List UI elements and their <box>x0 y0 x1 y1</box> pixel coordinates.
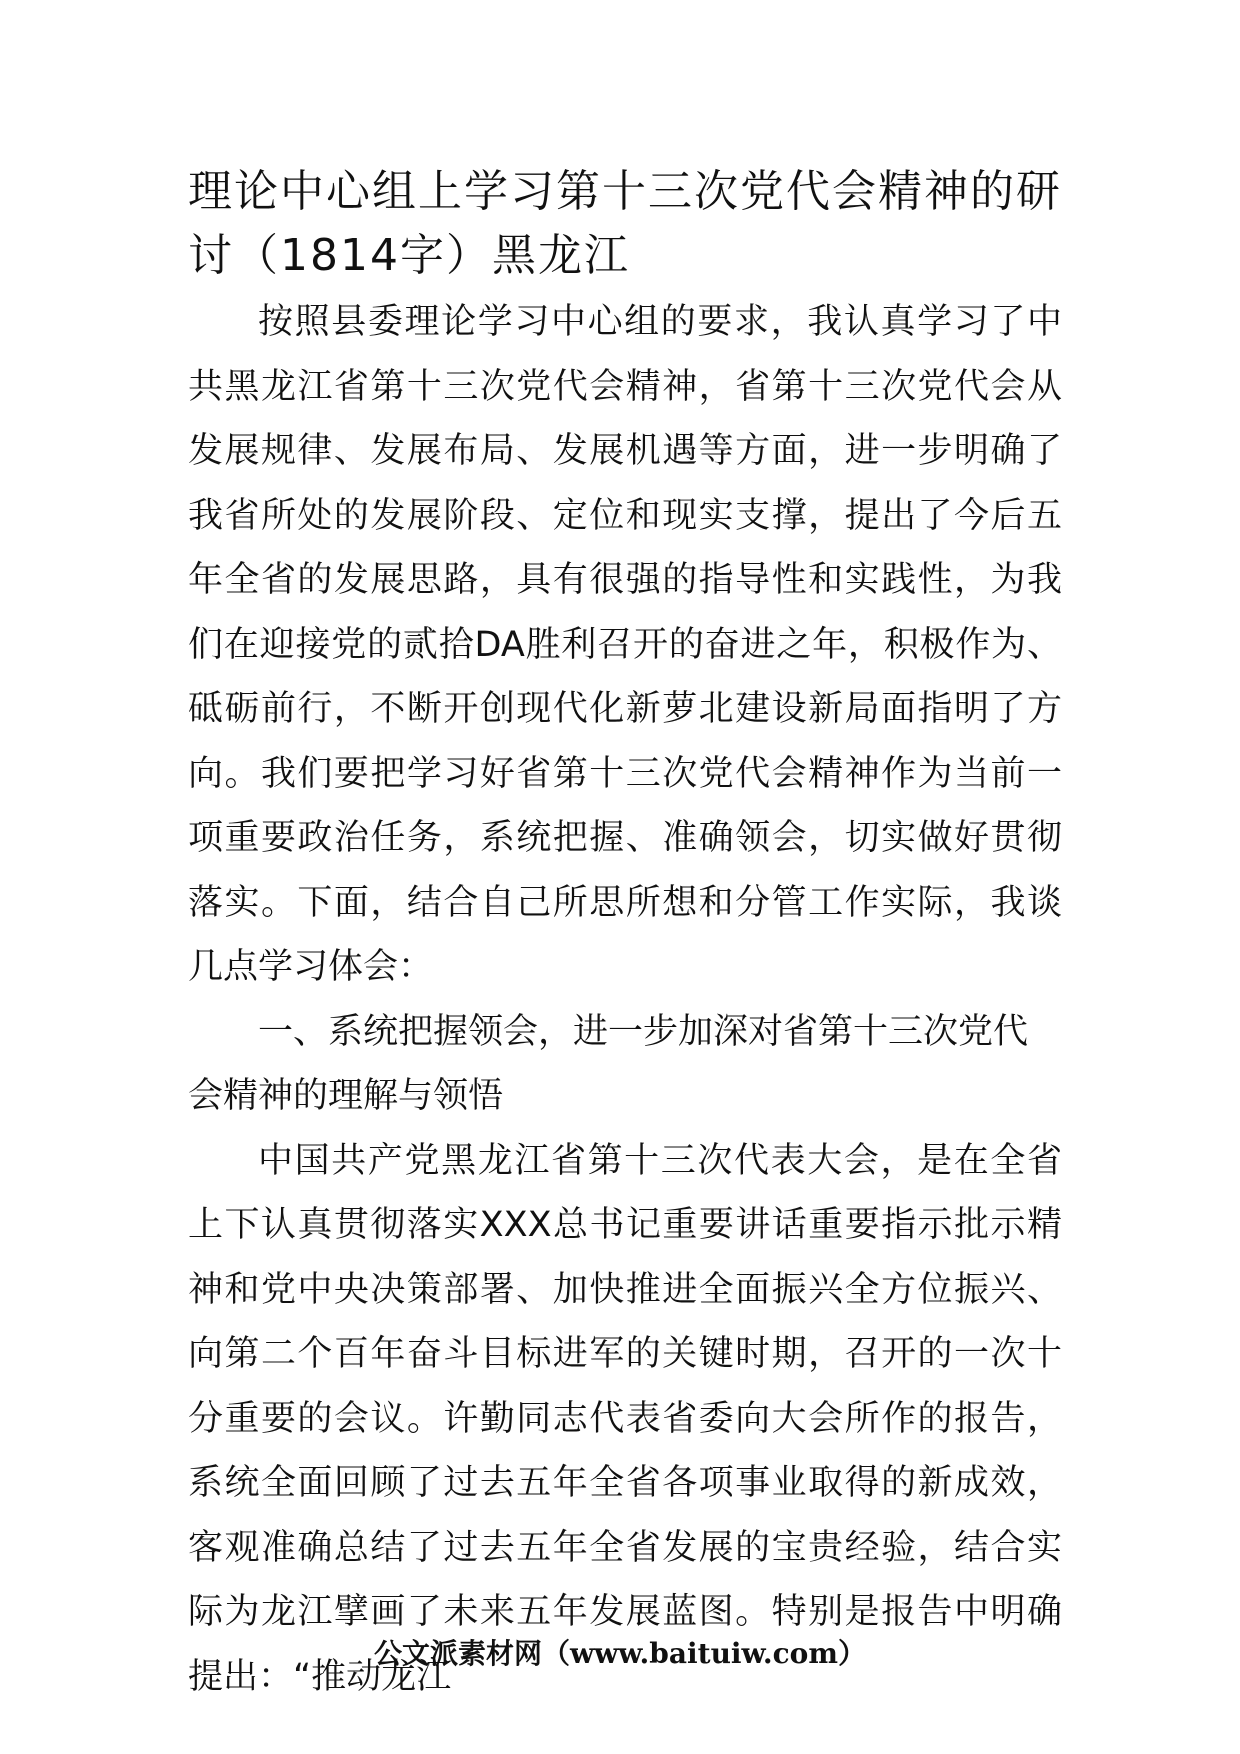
document-title: 理论中心组上学习第十三次党代会精神的研讨（1814字）黑龙江 <box>188 166 1062 281</box>
intro-paragraph: 按照县委理论学习中心组的要求，我认真学习了中共黑龙江省第十三次党代会精神，省第十三次党代会从发展规律、发展布局、发展机遇等方面，进一步明确了我省所处的发展阶段、定位和现实支撑，提出了今后五年全省的发展思路，具有很强的指导性和实践性，为我们在迎接党的贰拾DA胜利召开的奋进之年，积极作为、砥砺前行，不断开创现代化新萝北建设新局面指明了方向。我们要把学习好省第十三次党代会精神作为当前一项重要政治任务，系统把握、准确领会，切实做好贯彻落实。下面，结合自己所思所想和分管工作实际，我谈几点学习体会： <box>188 302 1062 987</box>
body-paragraph: 中国共产党黑龙江省第十三次代表大会，是在全省上下认真贯彻落实XXX总书记重要讲话重要指示批示精神和党中央决策部署、加快推进全面振兴全方位振兴、向第二个百年奋斗目标进军的关键时期，召开的一次十分重要的会议。许勤同志代表省委向大会所作的报告，系统全面回顾了过去五年全省各项事业取得的新成效，客观准确总结了过去五年全省发展的宝贵经验，结合实际为龙江擘画了未来五年发展蓝图。特别是报告中明确提出：“推动龙江 <box>188 1140 1062 1697</box>
footer-watermark: 公文派素材网（www.baituiw.com） <box>374 1637 866 1670</box>
section-heading-1: 一、系统把握领会，进一步加深对省第十三次党代会精神的理解与领悟 <box>188 1011 1029 1116</box>
document-body <box>188 160 1062 1709</box>
